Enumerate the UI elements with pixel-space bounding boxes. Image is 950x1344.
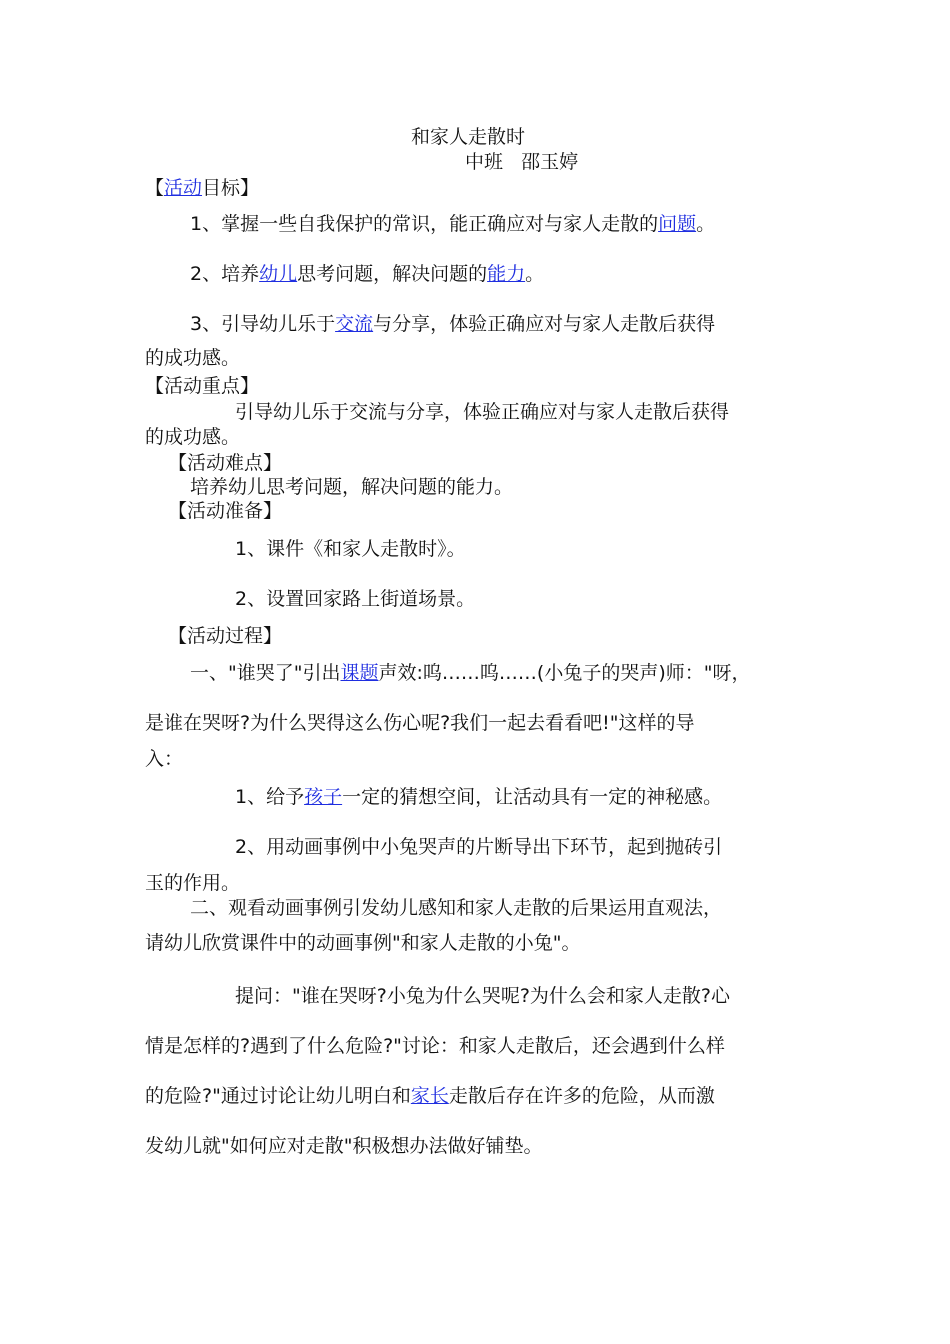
goals-heading bbox=[145, 176, 259, 200]
process-heading: 【活动过程】 bbox=[168, 625, 283, 647]
question-line-1: 提问："谁在哭呀?小兔为什么哭呢?为什么会和家人走散?心 bbox=[235, 985, 730, 1007]
prep-heading: 【活动准备】 bbox=[168, 500, 283, 522]
link-parents[interactable]: 家长 bbox=[410, 1085, 449, 1107]
goal-3-rest: 与分享，体验正确应对与家人走散后获得 bbox=[373, 313, 716, 335]
step-1-rest: 声效:呜……呜……(小兔子的哭声)师："呀， bbox=[378, 662, 751, 684]
focus-heading: 【活动重点】 bbox=[145, 375, 260, 397]
step-1-item-2: 2、用动画事例中小兔哭声的片断导出下环节，起到抛砖引 bbox=[235, 836, 723, 858]
prep-item-2: 2、设置回家路上街道场景。 bbox=[235, 588, 476, 610]
doc-title: 和家人走散时 bbox=[411, 126, 526, 148]
question-line-3 bbox=[145, 1084, 715, 1108]
item-1-rest: 一定的猜想空间，让活动具有一定的神秘感。 bbox=[342, 786, 723, 808]
step-1-line-3: 入： bbox=[145, 748, 184, 770]
link-children[interactable]: 幼儿 bbox=[259, 263, 298, 285]
step-1-item-1 bbox=[235, 785, 722, 809]
item-1-text: 1、给予 bbox=[235, 786, 305, 808]
step-2-line-2: 请幼儿欣赏课件中的动画事例"和家人走散的小兔"。 bbox=[145, 932, 581, 954]
step-1-item-2-cont: 玉的作用。 bbox=[145, 872, 241, 894]
goal-2-mid: 思考问题，解决问题的 bbox=[297, 263, 488, 285]
process-step-2: 二、观看动画事例引发幼儿感知和家人走散的后果运用直观法， bbox=[190, 897, 723, 919]
step-1-text: 一、"谁哭了"引出 bbox=[190, 662, 341, 684]
link-ability[interactable]: 能力 bbox=[487, 263, 526, 285]
focus-line-2: 的成功感。 bbox=[145, 426, 241, 448]
question-line-4: 发幼儿就"如何应对走散"积极想办法做好铺垫。 bbox=[145, 1135, 543, 1157]
focus-line-1: 引导幼儿乐于交流与分享，体验正确应对与家人走散后获得 bbox=[235, 401, 730, 423]
difficulty-heading: 【活动难点】 bbox=[168, 452, 283, 474]
link-communication[interactable]: 交流 bbox=[335, 313, 374, 335]
question-line-3-rest: 走散后存在许多的危险，从而激 bbox=[448, 1085, 715, 1107]
question-line-3-text: 的危险?"通过讨论让幼儿明白和 bbox=[145, 1085, 411, 1107]
link-kids[interactable]: 孩子 bbox=[304, 786, 343, 808]
step-1-line-2: 是谁在哭呀?为什么哭得这么伤心呢?我们一起去看看吧!"这样的导 bbox=[145, 712, 695, 734]
goals-heading-open: 【 bbox=[145, 177, 165, 199]
goal-2 bbox=[190, 262, 544, 286]
goals-heading-rest: 目标】 bbox=[202, 177, 260, 199]
goal-3 bbox=[190, 312, 715, 336]
goal-1-text: 1、掌握一些自我保护的常识，能正确应对与家人走散的 bbox=[190, 213, 659, 235]
doc-author: 中班 邵玉婷 bbox=[465, 151, 579, 173]
question-line-2: 情是怎样的?遇到了什么危险?"讨论：和家人走散后，还会遇到什么样 bbox=[145, 1035, 725, 1057]
goal-1 bbox=[190, 212, 715, 236]
goal-2-end: 。 bbox=[525, 263, 545, 285]
difficulty-line-1: 培养幼儿思考问题，解决问题的能力。 bbox=[190, 476, 514, 498]
goal-3-text: 3、引导幼儿乐于 bbox=[190, 313, 336, 335]
link-topic[interactable]: 课题 bbox=[340, 662, 379, 684]
prep-item-1: 1、课件《和家人走散时》。 bbox=[235, 538, 466, 560]
goal-2-text: 2、培养 bbox=[190, 263, 260, 285]
process-step-1 bbox=[190, 661, 750, 685]
goal-1-end: 。 bbox=[696, 213, 716, 235]
goal-3-cont: 的成功感。 bbox=[145, 347, 241, 369]
link-activity[interactable]: 活动 bbox=[164, 177, 203, 199]
link-problem[interactable]: 问题 bbox=[658, 213, 697, 235]
